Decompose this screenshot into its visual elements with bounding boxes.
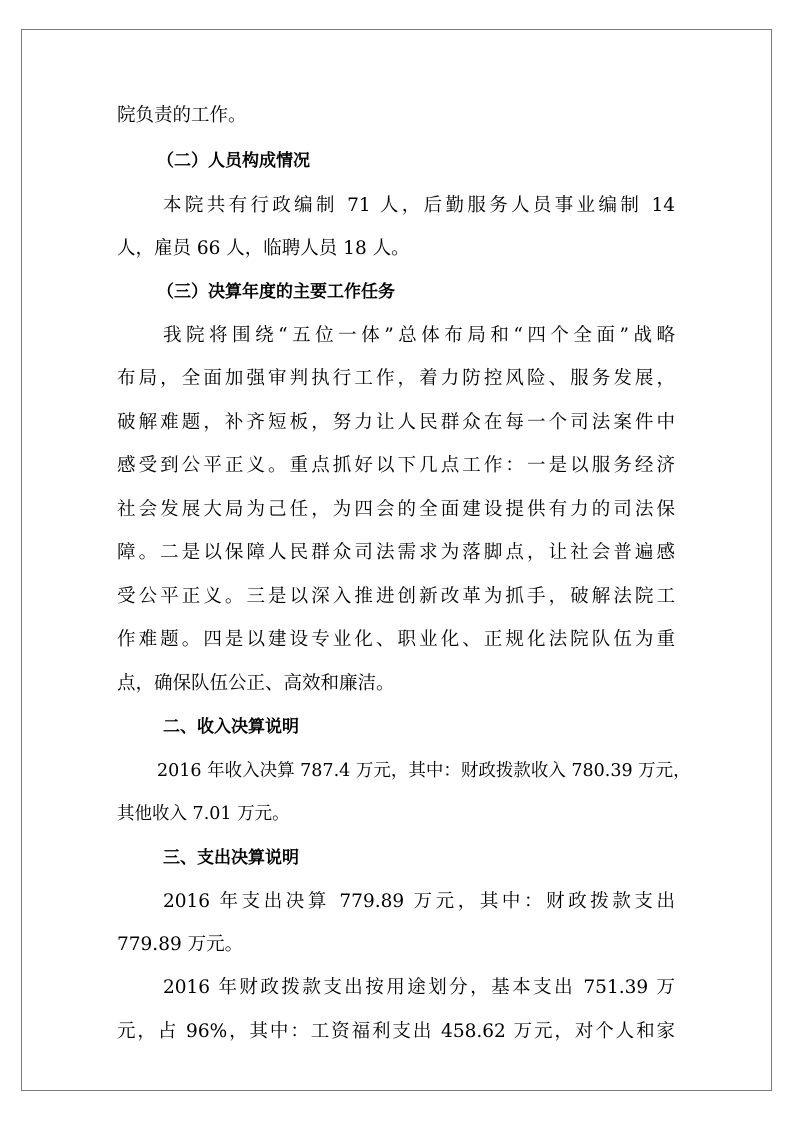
paragraph-line: 受公平正义。三是以深入推进创新改革为抓手，破解法院工 — [117, 586, 675, 607]
paragraph-line: 院负责的工作。 — [117, 105, 247, 126]
paragraph-line: 779.89 万元。 — [117, 934, 244, 955]
paragraph-line: 布局，全面加强审判执行工作，着力防控风险、服务发展， — [117, 368, 675, 389]
paragraph-line: 感受到公平正义。重点抓好以下几点工作：一是以服务经济 — [117, 455, 675, 476]
paragraph-line: 破解难题，补齐短板，努力让人民群众在每一个司法案件中 — [117, 412, 675, 433]
paragraph-line: 作难题。四是以建设专业化、职业化、正规化法院队伍为重 — [117, 629, 675, 650]
paragraph-line: 元，占 96%，其中：工资福利支出 458.62 万元，对个人和家 — [117, 1021, 675, 1042]
paragraph-line: 2016 年收入决算 787.4 万元，其中：财政拨款收入 780.39 万元， — [157, 761, 691, 781]
paragraph-line: 点，确保队伍公正、高效和廉洁。 — [117, 673, 395, 694]
paragraph-line: 2016 年支出决算 779.89 万元，其中：财政拨款支出 — [163, 891, 675, 912]
paragraph-line: 障。二是以保障人民群众司法需求为落脚点，让社会普遍感 — [117, 542, 675, 563]
paragraph-line: 2016 年财政拨款支出按用途划分，基本支出 751.39 万 — [163, 977, 675, 998]
paragraph-line: 其他收入 7.01 万元。 — [117, 804, 290, 824]
paragraph-line: 我院将围绕“五位一体”总体布局和“四个全面”战略 — [163, 325, 675, 346]
paragraph-line: 社会发展大局为己任，为四会的全面建设提供有力的司法保 — [117, 499, 675, 520]
section-heading-tasks: （三）决算年度的主要工作任务 — [157, 282, 395, 302]
section-heading-income: 二、收入决算说明 — [163, 717, 299, 737]
section-heading-personnel: （二）人员构成情况 — [157, 151, 310, 171]
paragraph-line: 本院共有行政编制 71 人，后勤服务人员事业编制 14 — [163, 195, 675, 216]
section-heading-expenditure: 三、支出决算说明 — [163, 848, 299, 868]
paragraph-line: 人，雇员 66 人，临聘人员 18 人。 — [117, 238, 410, 259]
